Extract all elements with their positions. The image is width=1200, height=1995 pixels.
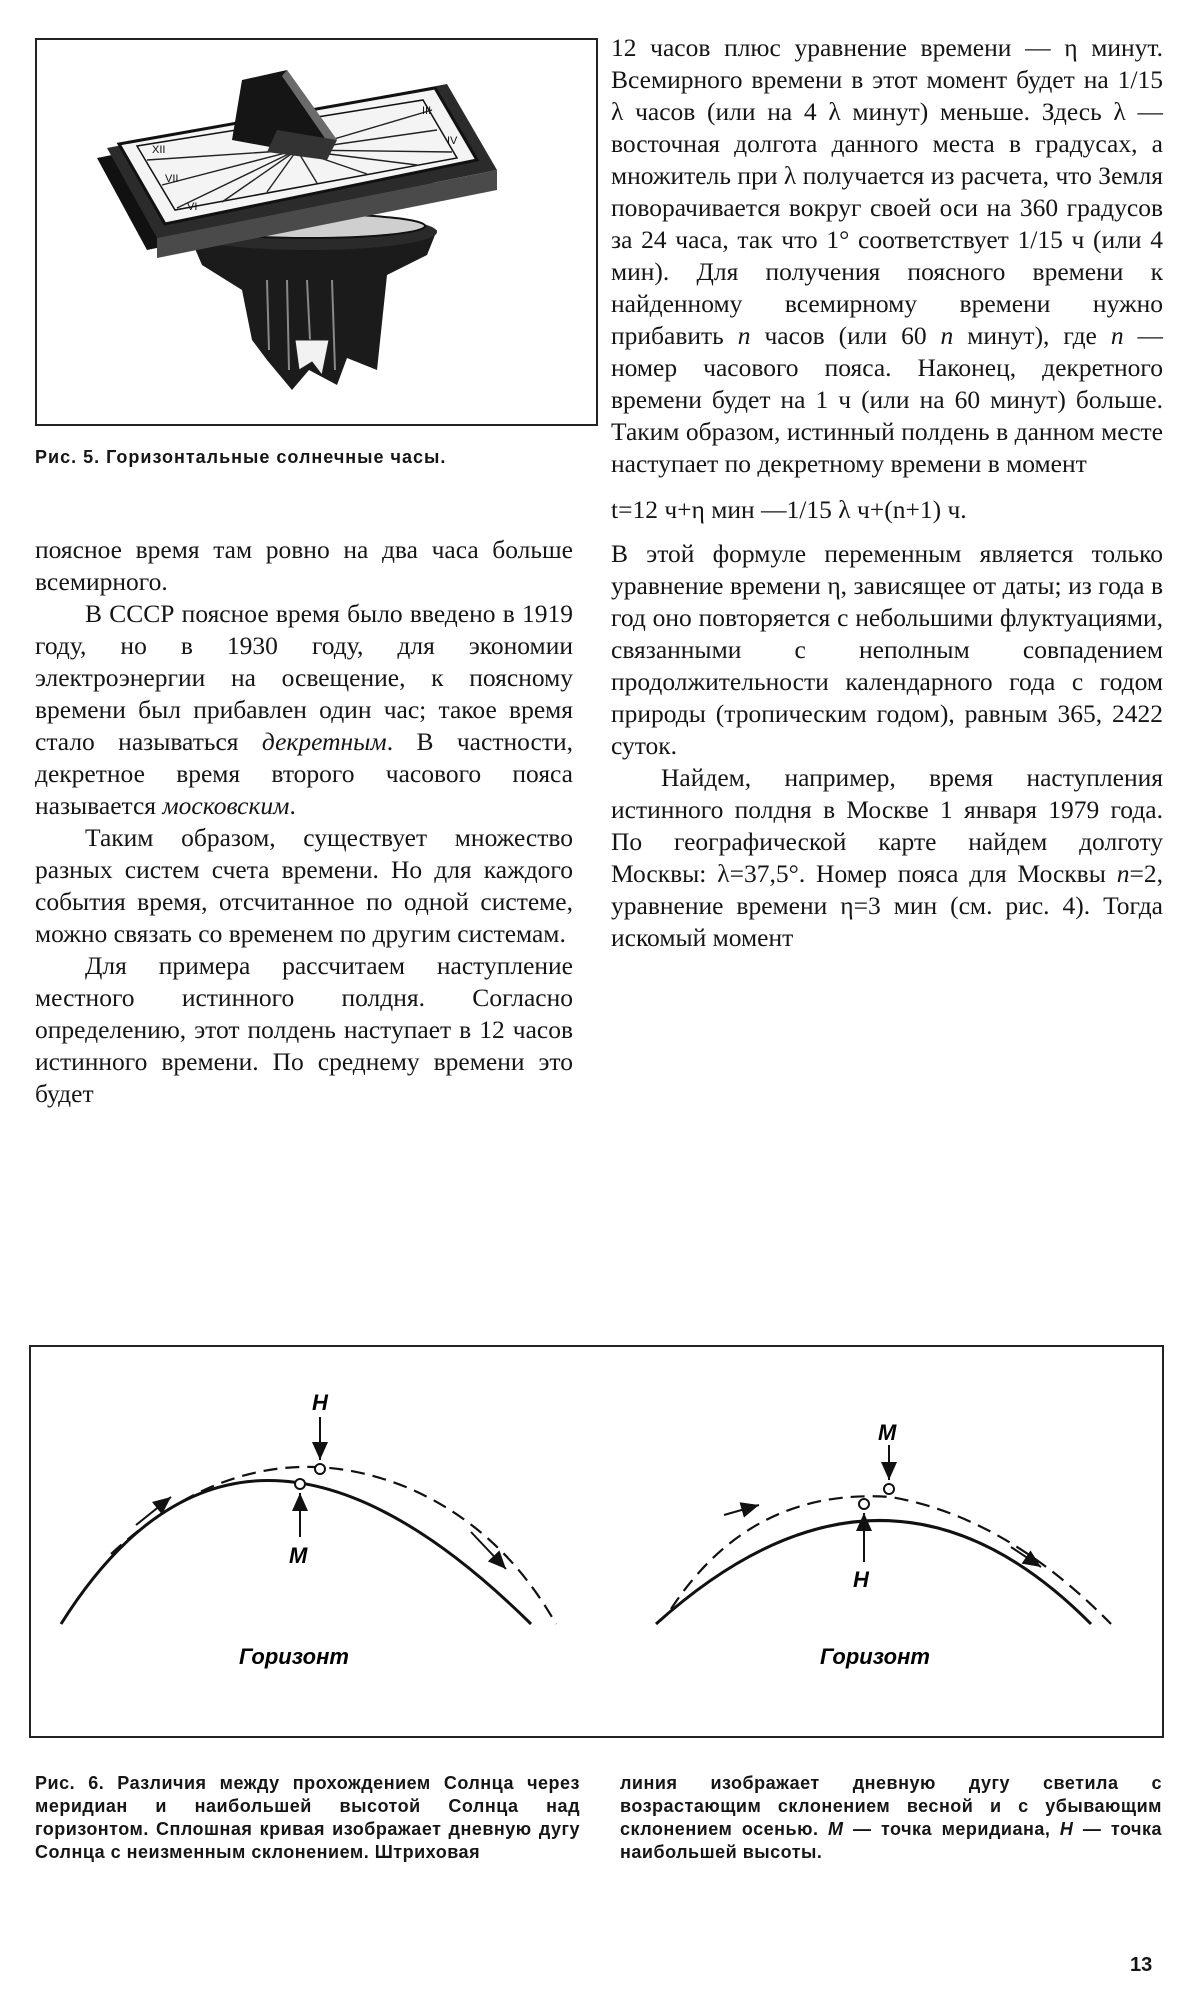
figure-5-caption: Рис. 5. Горизонтальные солнечные часы. [35, 447, 447, 467]
svg-text:VI: VI [187, 201, 198, 213]
label-h: H [312, 1390, 328, 1415]
meridian-point [884, 1484, 894, 1494]
horizon-label: Горизонт [239, 1644, 349, 1669]
max-height-point [859, 1499, 869, 1509]
page-number: 13 [1130, 1954, 1153, 1976]
paragraph: 12 часов плюс уравнение времени — η минут. Всемирного времени в этот момент будет на 1/15 λ часов (или на 4 λ минут) меньше. Здесь λ — восточная долгота данного места в градусах, а множитель при λ получается из расчета, что Земля поворачивается вокруг своей оси на 360 градусов за 24 часа, так что 1° соответствует 1/15 ч (или 4 мин). Для получения поясного времени к найденному всемирному времени нужно прибавить n часов (или 60 n минут), где n — номер часового пояса. Наконец, декретного времени будет на 1 ч (или на 60 минут) больше. Таким образом, истинный полдень в данном месте наступает по декретному времени в момент [611, 33, 1164, 478]
figure-6-caption-right: линия изображает дневную дугу светила с возрастающим склонением весной и с убывающим склонением осенью. M — точка меридиана, H — точка наибольшей высоты. [620, 1773, 1162, 1862]
right-panel [656, 1420, 1111, 1669]
left-panel [61, 1390, 556, 1669]
sundial-illustration [37, 40, 596, 424]
meridian-point [295, 1479, 305, 1489]
paragraph: Для примера рассчитаем наступление местного истинного полдня. Согласно определению, этот полдень наступает в 12 часов истинного времени. По среднему времени это будет [35, 951, 573, 1108]
svg-text:VII: VII [165, 173, 179, 185]
dashed-arc [671, 1496, 1111, 1624]
svg-text:IV: IV [447, 135, 458, 147]
right-text-column [611, 32, 1163, 954]
svg-text:XII: XII [152, 144, 166, 156]
paragraph: поясное время там ровно на два часа больше всемирного. [35, 535, 573, 596]
figure-6-caption-left: Рис. 6. Различия между прохождением Солнца через меридиан и наибольшей высотой Солнца над горизонтом. Сплошная кривая изображает дневную дугу Солнца с неизменным склонением. Штриховая [35, 1773, 580, 1862]
label-m: M [878, 1420, 897, 1445]
paragraph: Найдем, например, время наступления истинного полдня в Москве 1 января 1979 года. По географической карте найдем долготу Москвы: λ=37,5°. Номер пояса для Москвы n=2, уравнение времени η=3 мин (см. рис. 4). Тогда искомый момент [611, 763, 1163, 952]
daily-arc-diagram [31, 1347, 1162, 1736]
left-text-column [35, 534, 573, 1110]
horizon-label: Горизонт [820, 1644, 930, 1669]
paragraph: В этой формуле переменным является только уравнение времени η, зависящее от даты; из года в год оно повторяется с небольшими флуктуациями, связанными с неполным совпадением продолжительности календарного года с годом природы (тропическим годом), равным 365, 2422 суток. [611, 539, 1163, 760]
label-h: H [853, 1567, 869, 1592]
figure-6-frame [29, 1345, 1164, 1738]
formula: t=12 ч+η мин —1/15 λ ч+(n+1) ч. [611, 495, 967, 524]
figure-5-frame [35, 38, 598, 426]
solid-arc [656, 1521, 1091, 1625]
paragraph: В СССР поясное время было введено в 1919 году, но в 1930 году, для экономии электроэнергии на освещение, к поясному времени был прибавлен один час; такое время стало называться декретным. В частности, декретное время второго часового пояса называется московским. [35, 599, 573, 820]
svg-text:III: III [422, 105, 432, 117]
paragraph: Таким образом, существует множество разных систем счета времени. Но для каждого события время, отсчитанное по одной системе, можно связать со временем по другим системам. [35, 823, 573, 948]
max-height-point [315, 1464, 325, 1474]
label-m: M [289, 1543, 308, 1568]
